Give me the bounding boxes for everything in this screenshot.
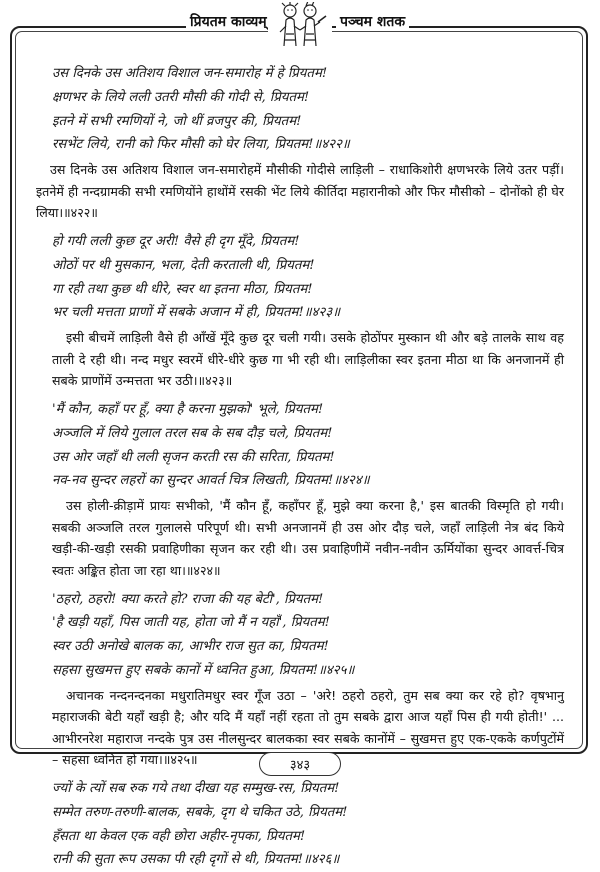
verse-line: ज्यों के त्यों सब रुक गये तथा दीखा यह सम्मुख-रस, प्रियतम! xyxy=(52,781,340,797)
verse-line: 'है खड़ी यहाँ, पिस जाती यह, होता जो मैं न यहाँ', प्रियतम! xyxy=(52,615,330,631)
verse-424 xyxy=(52,398,564,493)
verse-422 xyxy=(52,62,564,157)
verse-line: सहसा सुखमत्त हुए सबके कानों में ध्वनित हुआ, प्रियतम!॥४२५॥ xyxy=(52,662,355,678)
verse-423 xyxy=(52,230,564,325)
verse-line: रानी की सुता रूप उसका पी रही दृगों से थी, प्रियतम!॥४२६॥ xyxy=(52,852,340,868)
verse-line: हो गयी लली कुछ दूर अरी! वैसे ही दृग मूँदे, प्रियतम! xyxy=(52,233,300,249)
radha-krishna-emblem xyxy=(268,2,332,46)
verse-line: उस दिनके उस अतिशय विशाल जन-समारोह में हे प्रियतम! xyxy=(52,66,328,81)
verse-line: 'मैं कौन, कहाँ पर हूँ, क्या है करना मुझको' भूले, प्रियतम! xyxy=(52,401,324,417)
verse-line: रसभेंट लिये, रानी को फिर मौसी को घेर लिया, प्रियतम!॥४२२॥ xyxy=(52,137,350,153)
verse-line: क्षणभर के लिये लली उतरी मौसी की गोदी से, प्रियतम! xyxy=(52,89,310,105)
page-footer xyxy=(0,752,600,776)
page-header xyxy=(0,0,600,46)
verse-426 xyxy=(52,777,564,872)
commentary-425: अचानक नन्दनन्दनका मधुरातिमधुर स्वर गूँज उठा – 'अरे! ठहरो ठहरो, तुम सब क्या कर रहे हो? वृषभानु महाराजकी बेटी यहाँ खड़ी है; और यदि मैं यहाँ नहीं रहता तो तुम सबके द्वारा आज यहाँ पिस ही गयी होती!' ... आभीरनरेश महाराज नन्दके पुत्र उस नीलसुन्दर बालकका स्वर सबके कानोंमें – सुखमत्त हुए एक-एकके कर्णपुटोंमें – सहसा ध्वनित हो गया।॥४२५॥ xyxy=(52,687,564,768)
chapter-title: पञ्चम शतक xyxy=(336,12,409,31)
verse-line: 'ठहरो, ठहरो! क्या करते हो? राजा की यह बेटी', प्रियतम! xyxy=(52,591,324,607)
commentary-422: उस दिनके उस अतिशय विशाल जन-समारोहमें मौसीकी गोदीसे लाड़िली – राधाकिशोरी क्षणभरके लिये उतर पड़ीं। इतनेमें ही नन्दग्रामकी सभी रमणियोंने हाथोंमें रसकी भेंट लिये कीर्तिदा महारानीको और फिर मौसीको – दोनोंको ही घेर लिया।॥४२२॥ xyxy=(36,162,564,221)
radha-krishna-icon xyxy=(268,2,332,46)
verse-line: गा रही तथा कुछ थी धीरे, स्वर था इतना मीठा, प्रियतम! xyxy=(52,281,313,297)
verse-line: इतने में सभी रमणियों ने, जो थीं व्रजपुर की, प्रियतम! xyxy=(52,113,302,129)
page-number: ३४३ xyxy=(259,752,341,776)
verse-line: उस ओर जहाँ थी लली सृजन करती रस की सरिता, प्रियतम! xyxy=(52,449,335,465)
verse-line: हँसता था केवल एक वही छोरा अहीर-नृपका, प्रियतम! xyxy=(52,828,306,844)
verse-line: ओठों पर थी मुसकान, भला, देती करताली थी, प्रियतम! xyxy=(52,257,315,273)
book-title: प्रियतम काव्यम् xyxy=(186,12,271,31)
commentary-423: इसी बीचमें लाड़िली वैसे ही आँखें मूँदे कुछ दूर चली गयी। उसके होठोंपर मुस्कान थी और बड़े तालके साथ वह ताली दे रही थी। नन्द मधुर स्वरमें धीरे-धीरे कुछ गा भी रही थी। लाड़िलीका स्वर इतना मीठा था कि अनजानमें ही सबके प्राणोंमें उन्मत्तता भर उठी।॥४२३॥ xyxy=(52,330,564,389)
commentary-424: उस होली-क्रीड़ामें प्रायः सभीको, 'मैं कौन हूँ, कहाँपर हूँ, मुझे क्या करना है,' इस बातकी विस्मृति हो गयी। सबकी अञ्जलि तरल गुलालसे परिपूर्ण थी। सभी अनजानमें ही उस ओर दौड़ चले, जहाँ लाड़िली नेत्र बंद किये खड़ी-की-खड़ी रसकी प्रवाहिणीका सृजन कर रही थी। उस प्रवाहिणीमें नवीन-नवीन ऊर्मियोंका सुन्दर आवर्त्त-चित्र स्वतः अङ्कित होता जा रहा था।॥४२४॥ xyxy=(52,498,564,578)
verse-line: नव-नव सुन्दर लहरों का सुन्दर आवर्त चित्र लिखती, प्रियतम!॥४२४॥ xyxy=(52,473,370,489)
verse-line: अञ्जलि में लिये गुलाल तरल सब के सब दौड़ चले, प्रियतम! xyxy=(52,425,333,441)
page-content xyxy=(36,62,564,872)
verse-line: भर चली मत्तता प्राणों में सबके अजान में ही, प्रियतम!॥४२३॥ xyxy=(52,305,341,321)
verse-line: सम्मेत तरुण-तरुणी-बालक, सबके, दृग थे चकित उठे, प्रियतम! xyxy=(52,804,348,820)
verse-line: स्वर उठी अनोखे बालक का, आभीर राज सुत का, प्रियतम! xyxy=(52,639,329,655)
verse-425 xyxy=(52,588,564,683)
